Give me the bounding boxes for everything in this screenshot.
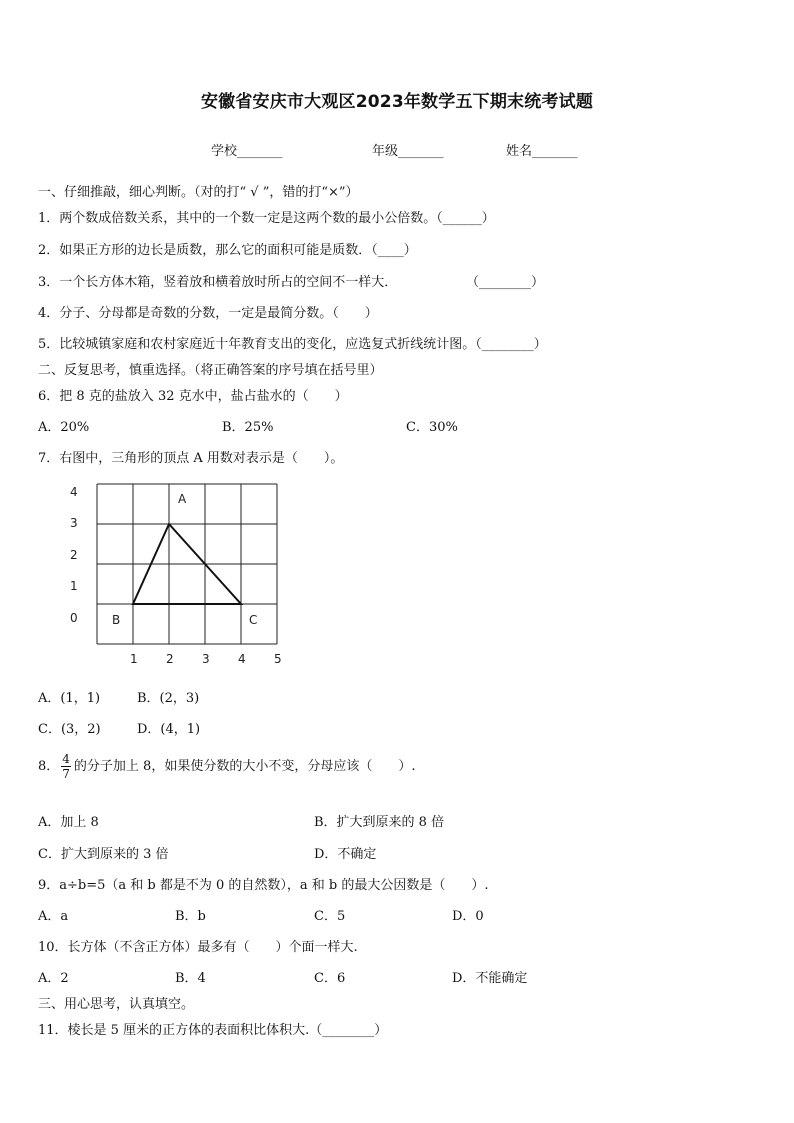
name-field: 姓名_______ (506, 144, 578, 159)
question-3-blank: （________） (466, 275, 545, 290)
section-1-heading: 一、仔细推敲，细心判断。（对的打“ √ ”，错的打“×”） (38, 185, 359, 200)
question-10: 10．长方体（不含正方体）最多有（ ）个面一样大. (38, 940, 358, 955)
q8-option-d: D．不确定 (314, 847, 377, 862)
q10-option-d: D．不能确定 (452, 971, 528, 986)
x-label-4: 4 (238, 652, 246, 666)
q9-option-c: C．5 (314, 909, 346, 924)
q7-option-b: B．(2，3) (137, 691, 200, 706)
coordinate-grid-figure (60, 476, 300, 672)
q8-fraction-numerator: 4 (62, 752, 70, 766)
x-label-5: 5 (274, 652, 282, 666)
q9-option-d: D．0 (452, 909, 484, 924)
question-8 (38, 752, 415, 781)
question-1: 1．两个数成倍数关系，其中的一个数一定是这两个数的最小公倍数。（______） (38, 211, 495, 226)
q9-option-b: B．b (175, 909, 206, 924)
q7-option-d: D．(4，1) (137, 722, 201, 737)
question-4: 4．分子、分母都是奇数的分数，一定是最简分数。（ ） (38, 306, 378, 321)
q8-text: 的分子加上 8，如果使分数的大小不变，分母应该（ ）. (73, 759, 416, 774)
q8-option-b: B．扩大到原来的 8 倍 (314, 815, 445, 830)
q10-option-b: B．4 (175, 971, 206, 986)
point-b-label: B (112, 613, 121, 627)
q10-option-c: C．6 (314, 971, 346, 986)
point-a-label: A (178, 492, 187, 506)
y-label-4: 4 (70, 485, 78, 499)
q8-prefix: 8． (38, 759, 60, 774)
question-7: 7．右图中，三角形的顶点 A 用数对表示是（ ）。 (38, 451, 344, 466)
q6-option-a: A．20% (38, 420, 90, 435)
section-3-heading: 三、用心思考，认真填空。 (38, 997, 195, 1012)
question-2: 2．如果正方形的边长是质数，那么它的面积可能是质数．（____） (38, 243, 417, 258)
q8-fraction (61, 752, 71, 781)
question-11: 11．棱长是 5 厘米的正方体的表面积比体积大.（________） (38, 1023, 388, 1038)
section-2-heading: 二、反复思考，慎重选择。（将正确答案的序号填在括号里） (38, 363, 383, 378)
question-6: 6．把 8 克的盐放入 32 克水中，盐占盐水的（ ） (38, 389, 348, 404)
x-label-1: 1 (130, 652, 138, 666)
q7-option-a: A．(1，1) (38, 691, 101, 706)
x-label-3: 3 (202, 652, 210, 666)
q10-option-a: A．2 (38, 971, 69, 986)
q6-option-b: B．25% (222, 420, 274, 435)
y-label-1: 1 (70, 579, 78, 593)
page-title: 安徽省安庆市大观区2023年数学五下期末统考试题 (200, 92, 594, 112)
y-label-0: 0 (70, 611, 78, 625)
q8-fraction-denominator: 7 (62, 767, 70, 781)
y-label-3: 3 (70, 516, 78, 530)
point-c-label: C (249, 613, 258, 627)
question-3: 3．一个长方体木箱，竖着放和横着放时所占的空间不一样大． (38, 275, 398, 290)
q8-option-a: A．加上 8 (38, 815, 99, 830)
question-9: 9．a÷b=5（a 和 b 都是不为 0 的自然数），a 和 b 的最大公因数是（ ）. (38, 878, 489, 893)
q7-option-c: C．(3，2) (38, 722, 101, 737)
q9-option-a: A．a (38, 909, 69, 924)
q8-option-c: C．扩大到原来的 3 倍 (38, 847, 169, 862)
x-label-2: 2 (166, 652, 174, 666)
school-field: 学校_______ (211, 144, 283, 159)
question-5: 5．比较城镇家庭和农村家庭近十年教育支出的变化，应选复式折线统计图。（________） (38, 337, 547, 352)
grade-field: 年级_______ (372, 144, 444, 159)
y-label-2: 2 (70, 548, 78, 562)
q6-option-c: C．30% (406, 420, 458, 435)
